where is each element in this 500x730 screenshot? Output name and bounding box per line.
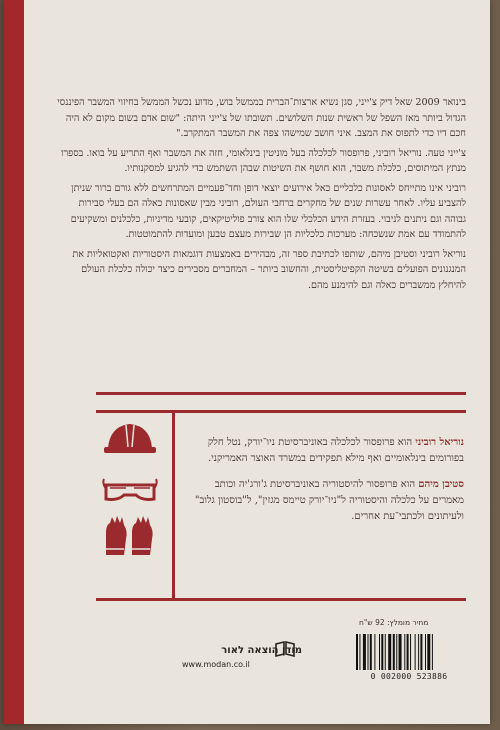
mihm-name: סטיבן מיהם bbox=[418, 479, 464, 490]
roubini-name: נוריאל רוביני bbox=[415, 437, 464, 448]
barcode-bar bbox=[415, 634, 416, 670]
barcode-bar bbox=[420, 634, 422, 670]
blurb-text bbox=[56, 95, 466, 297]
barcode-bar bbox=[363, 634, 366, 670]
blurb-paragraph: בינואר 2009 שאל דיק צ'ייני, סגן נשיא ארצות־הברית בממשל בוש, מדוע נכשל הממשל בחיזוי המשבר הפיננסי הגדול ביותר מאז השפל של ראשית שנות השלושים. תשובתו של צ'ייני היתה: "שום אדם בשום מקום לא היה חכם דיו כדי לתפוס את המצב. איני חושב שמישהו צפה את המשבר המתקרב." bbox=[57, 97, 466, 139]
barcode-bar bbox=[427, 634, 430, 670]
barcode-bar bbox=[418, 634, 419, 670]
barcode-bar bbox=[393, 634, 395, 670]
barcode-bar bbox=[396, 634, 397, 670]
publisher-name: מודן הוצאה לאור bbox=[221, 645, 302, 656]
book-back-cover bbox=[4, 0, 490, 724]
barcode-bar bbox=[407, 634, 409, 670]
blurb-paragraph: נוריאל רוביני וסטיבן מיהם, שותפו לכתיבת ספר זה, מבהירים באמצעות דוגמאות היסטוריות ואקטואליות את המנגנונים הפועלים בשיטה הקפיטליסטית, והחשוב ביותר – המחברים מסבירים כיצד יכולה כלכלת העולם להיחלץ ממשברים כאלה וגם להימנע מהם. bbox=[72, 248, 466, 291]
barcode-bar bbox=[385, 634, 386, 670]
hard-hat-icon bbox=[102, 418, 158, 458]
barcode-bar bbox=[368, 634, 369, 670]
divider-rule bbox=[96, 392, 466, 395]
blurb-paragraph: צ'ייני טעה. נוריאל רוביני, פרופסור לכלכלה בעל מוניטין בינלאומי, חזה את המשבר ואף התריע על בואו. בספרו מנתץ המיתוסים, כלכלת משבר, הוא חושף את השיטות שבהן השתמש כדי להגיע למסקנותיו. bbox=[61, 147, 466, 174]
author-bios bbox=[189, 435, 464, 535]
barcode-bar bbox=[410, 634, 411, 670]
divider-rule bbox=[96, 410, 466, 413]
red-spine-stripe bbox=[4, 0, 24, 724]
barcode-bar bbox=[399, 634, 402, 670]
divider-rule-vertical bbox=[172, 410, 175, 600]
mihm-bio bbox=[189, 477, 464, 525]
barcode-number: 0 002000 523886 bbox=[370, 672, 448, 681]
barcode-bar bbox=[356, 634, 358, 670]
mihm-bio-text: הוא פרופסור להיסטוריה באוניברסיטת ג'ורג'יה וכותב מאמרים על כלכלה והיסטוריה ל"ניו־יורק טיימס מגזין", ל"בוסטון גלוב" ולעיתונים ולכתבי־עת אחרים. bbox=[194, 479, 464, 522]
price-label: מחיר מומלץ: 92 ש"ח bbox=[359, 618, 429, 627]
barcode-bar bbox=[379, 634, 380, 670]
blurb-paragraph: רוביני אינו מתייחס לאסונות כלכליים כאל אירועים יוצאי דופן וחד־פעמיים המתרחשים ללא גורם ברור שניתן להצביע עליו. לאחר עשרות שנים של מחקרים ברחבי העולם, רוביני מבין שאסונות כאלה הם בעלי סבירות גבוהה וגם ניתנים לניבוי. בעזרת הידע הכלכלי שלו הוא צורב פוליטיקאים, קובעי מדיניות, כלכלנים ומשקיעים להתמודד עם אמת שנשכחה: מערכות כלכליות הן שבירות מעצם טבען ומועדות להתמוטטות. bbox=[70, 182, 466, 240]
roubini-bio bbox=[189, 435, 464, 467]
safety-goggles-icon bbox=[102, 475, 158, 507]
divider-rule bbox=[96, 598, 466, 601]
barcode-bar bbox=[370, 634, 372, 670]
barcode-bar bbox=[388, 634, 391, 670]
work-gloves-icon bbox=[102, 515, 158, 559]
publisher-url: www.modan.co.il bbox=[182, 660, 250, 669]
barcode-bar bbox=[404, 634, 405, 670]
barcode-bar bbox=[374, 634, 375, 670]
barcode-bar bbox=[381, 634, 383, 670]
barcode-bar bbox=[359, 634, 360, 670]
barcode bbox=[354, 634, 464, 670]
barcode-bar bbox=[425, 634, 426, 670]
barcode-bar bbox=[432, 634, 433, 670]
roubini-bio-text: הוא פרופסור לכלכלה באוניברסיטת ניו־יורק, נטל חלק בפורומים בינלאומיים ואף מילא תפקידים במשרד האוצר האמריקני. bbox=[207, 437, 464, 464]
